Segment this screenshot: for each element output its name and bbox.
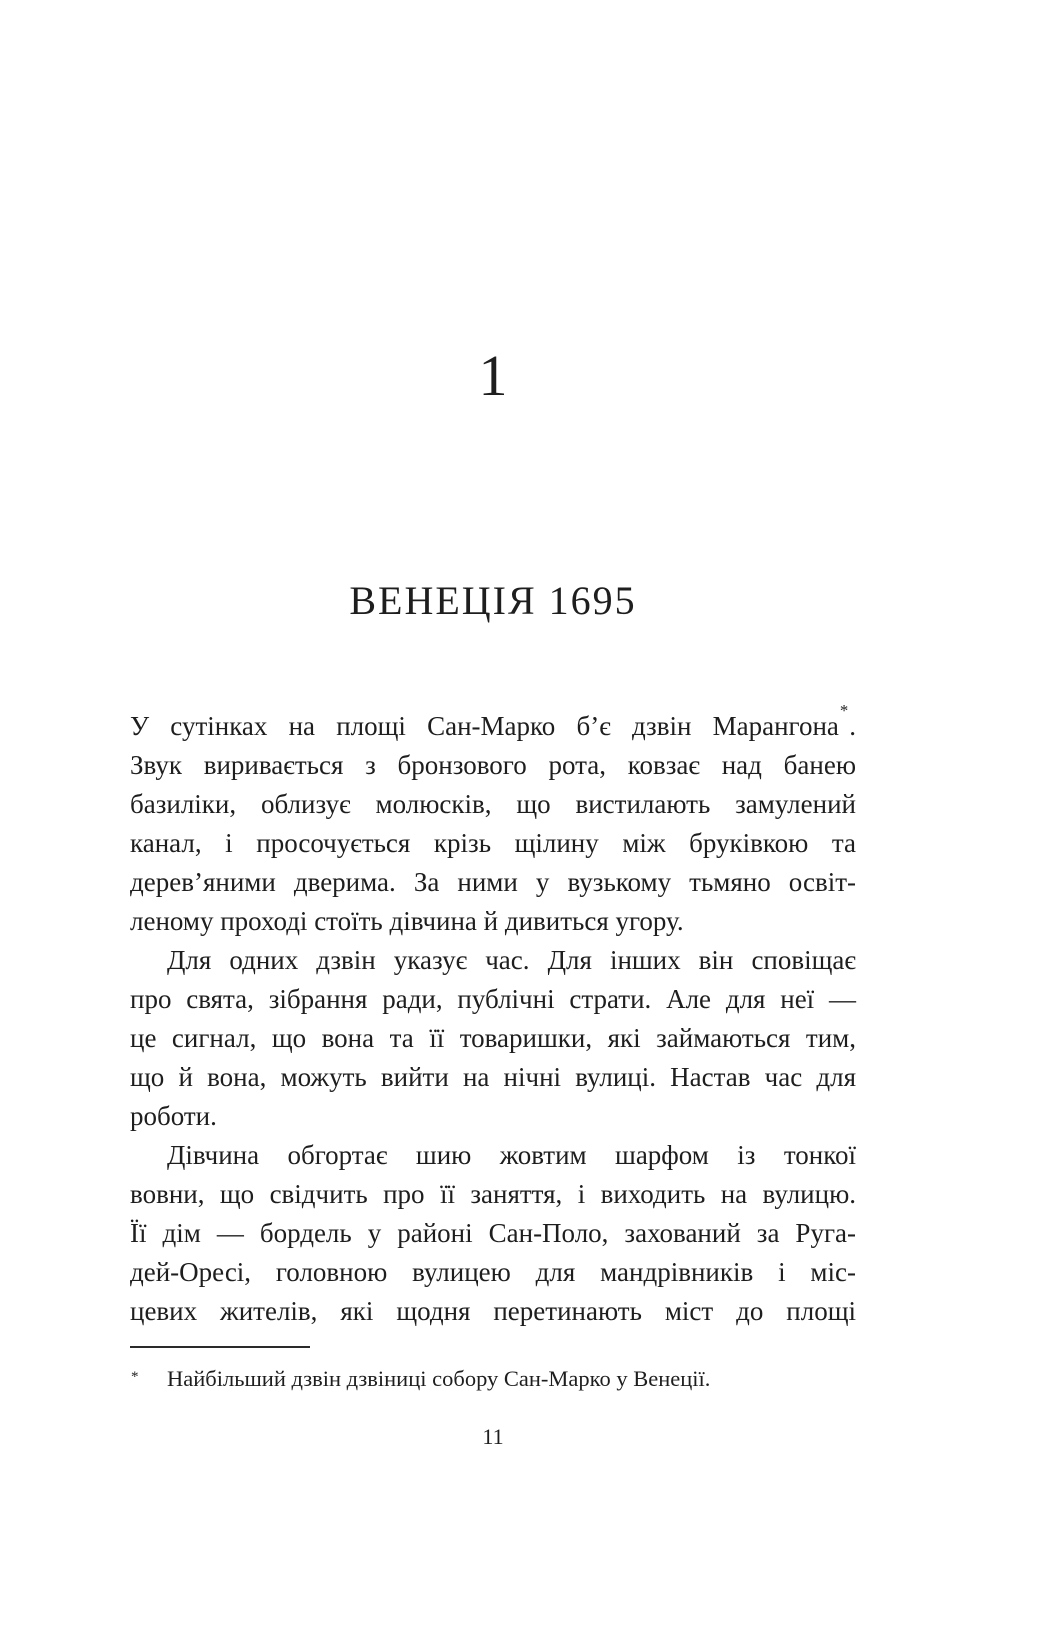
page-number: 11	[482, 1424, 504, 1449]
body-line: Для одних дзвін указує час. Для інших він сповіщає	[167, 945, 856, 975]
footnote-text: Найбільший дзвін дзвіниці собору Сан-Марко у Венеції.	[167, 1366, 711, 1391]
body-line: вовни, що свідчить про її заняття, і виходить на вулицю.	[130, 1179, 856, 1209]
body-line: це сигнал, що вона та її товаришки, які займаються тим,	[130, 1023, 856, 1053]
body-line: що й вона, можуть вийти на нічні вулиці. Настав час для	[130, 1062, 856, 1092]
body-line: Дівчина обгортає шию жовтим шарфом із тонкої	[167, 1140, 856, 1170]
footnote-marker-ref: *	[839, 700, 849, 720]
body-line: про свята, зібрання ради, публічні страти. Але для неї —	[130, 984, 856, 1014]
footnote	[130, 1364, 856, 1394]
body-line: дерев’яними дверима. За ними у вузькому тьмяно освіт-	[130, 867, 856, 897]
chapter-title: ВЕНЕЦІЯ 1695	[349, 578, 637, 623]
body-text	[130, 700, 856, 1331]
body-line: роботи.	[130, 1101, 217, 1131]
body-line: У сутінках на площі Сан-Марко б’є дзвін Марангона*.	[130, 700, 856, 741]
chapter-number: 1	[478, 343, 508, 408]
body-line: канал, і просочується крізь щілину між бруківкою та	[130, 828, 856, 858]
body-line: Звук виривається з бронзового рота, ковзає над банею	[130, 750, 856, 780]
body-line: леному проході стоїть дівчина й дивиться угору.	[130, 906, 684, 936]
body-line: Її дім — бордель у районі Сан-Поло, захований за Руга-	[130, 1218, 856, 1248]
footnote-marker: *	[131, 1369, 139, 1385]
body-line: дей-Оресі, головною вулицею для мандрівників і міс-	[130, 1257, 856, 1287]
footnote-separator	[130, 1346, 310, 1348]
body-line: базиліки, облизує молюсків, що вистилають замулений	[130, 789, 856, 819]
body-line: цевих жителів, які щодня перетинають міст до площі	[130, 1296, 856, 1326]
